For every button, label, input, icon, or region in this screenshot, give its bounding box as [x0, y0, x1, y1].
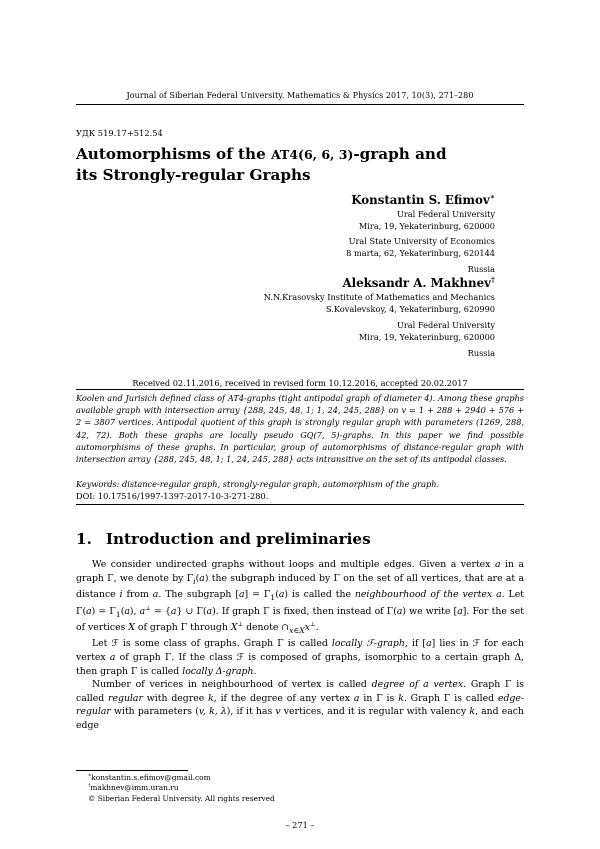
abstract-top-rule [76, 389, 524, 390]
title-text: -graph and [353, 145, 447, 163]
page-number: – 271 – [285, 820, 315, 830]
journal-header: Journal of Siberian Federal University. Mathematics & Physics 2017, 10(3), 271–280 [126, 91, 474, 100]
keywords-label: Keywords: [76, 479, 120, 489]
received-dates: Received 02.11.2016, received in revised form 10.12.2016, accepted 20.02.2017 [132, 378, 468, 388]
affiliation: Ural Federal University Mira, 19, Yekaterinburg, 620000 [358, 209, 495, 231]
section-number: 1. [76, 530, 92, 548]
section-title-text: Introduction and preliminaries [105, 530, 371, 548]
author-country: Russia [467, 264, 495, 274]
email: konstantin.s.efimov@gmail.com [91, 773, 211, 782]
title-graph-type: AT4(6, 6, 3) [271, 147, 354, 162]
paragraph: Let ℱ is some class of graphs. Graph Γ is called locally ℱ-graph, if [a] lies in ℱ for each vertex a of graph Γ. If the class ℱ is composed of graphs, isomorphic to a certain graph Δ, then graph Γ is called locally Δ-graph. [76, 638, 524, 677]
author-footnote-mark: † [490, 275, 495, 285]
copyright: © Siberian Federal University. All rights reserved [88, 793, 275, 803]
author-footnote-mark: ∗ [489, 192, 495, 202]
paragraph: Number of verices in neighbourhood of vertex is called degree of a vertex. Graph Γ is called regular with degree k, if the degree of any vertex a in Γ is k. Graph Γ is called edge-regular with parameters (v, k, λ), if it has v vertices, and it is regular with valency k, and each edge [76, 679, 524, 731]
udk-code: УДК 519.17+512.54 [76, 128, 163, 138]
email: makhnev@imm.uran.ru [90, 783, 179, 793]
paragraph: We consider undirected graphs without loops and multiple edges. Given a vertex a in a graph Γ, we denote by $\Gamma_i(a)$ the subgraph induced by Γ on the set of all vertices, that are at a distance i from a. The subgraph $[a] = \Gamma_1(a)$ is called the neighbourhood of the vertex a. Let $\Gamma(a) = \Gamma_1(a)$, a⊥ = {a} ∪ Γ(a). If graph Γ is fixed, then instead of Γ(a) we write [a]. For the set of vertices X of graph Γ through X⊥ denote $\cap_{x\in X}x^\perp$. [76, 559, 524, 635]
title-text: Automorphisms of the [76, 145, 272, 163]
title-line-2: its Strongly-regular Graphs [76, 166, 311, 184]
author-country: Russia [467, 348, 495, 358]
affiliation: Ural Federal University Mira, 19, Yekaterinburg, 620000 [358, 320, 495, 342]
abstract-bottom-rule [76, 504, 524, 505]
section-heading [76, 530, 371, 548]
title-line-1 [76, 144, 496, 165]
keywords-block [76, 478, 524, 502]
paper-title [76, 144, 496, 185]
footnote: ∗konstantin.s.efimov@gmail.com [88, 773, 211, 782]
author-name: Konstantin S. Efimov∗ [351, 192, 495, 207]
footnote-rule [76, 770, 188, 771]
affiliation: Ural State University of Economics 8 marta, 62, Yekaterinburg, 620144 [346, 236, 495, 258]
footnotes [88, 773, 275, 804]
footnote: †makhnev@imm.uran.ru [88, 783, 179, 793]
author-name: Aleksandr A. Makhnev† [342, 275, 495, 290]
abstract: Koolen and Jurisich defined class of AT4-graphs (tight antipodal graph of diameter 4). Among these graphs available graph with intersection array {288, 245, 48, 1; 1, 24, 245, 288} on v = 1 + 288 + 2940 + 576 + 2 = 3807 vertices. Antipodal quotient of this graph is strongly regular graph with parameters (1269, 288, 42, 72). Both these graphs are locally pseudo GQ(7, 5)-graphs. In this paper we find possible automorphisms of these graphs. In particular, group of automorphisms of distance-regular graph with intersection array {288, 245, 48, 1; 1, 24, 245, 288} acts intransitive on the set of its antipodal classes. [76, 393, 524, 465]
doi: DOI: 10.17516/1997-1397-2017-10-3-271-280. [76, 491, 269, 501]
affiliation: N.N.Krasovsky Institute of Mathematics and Mechanics S.Kovalevskoy, 4, Yekaterinburg, 620990 [263, 292, 495, 314]
keywords-text: distance-regular graph, strongly-regular graph, automorphism of the graph. [122, 479, 440, 489]
body-text [76, 558, 524, 733]
header-rule [76, 104, 524, 105]
